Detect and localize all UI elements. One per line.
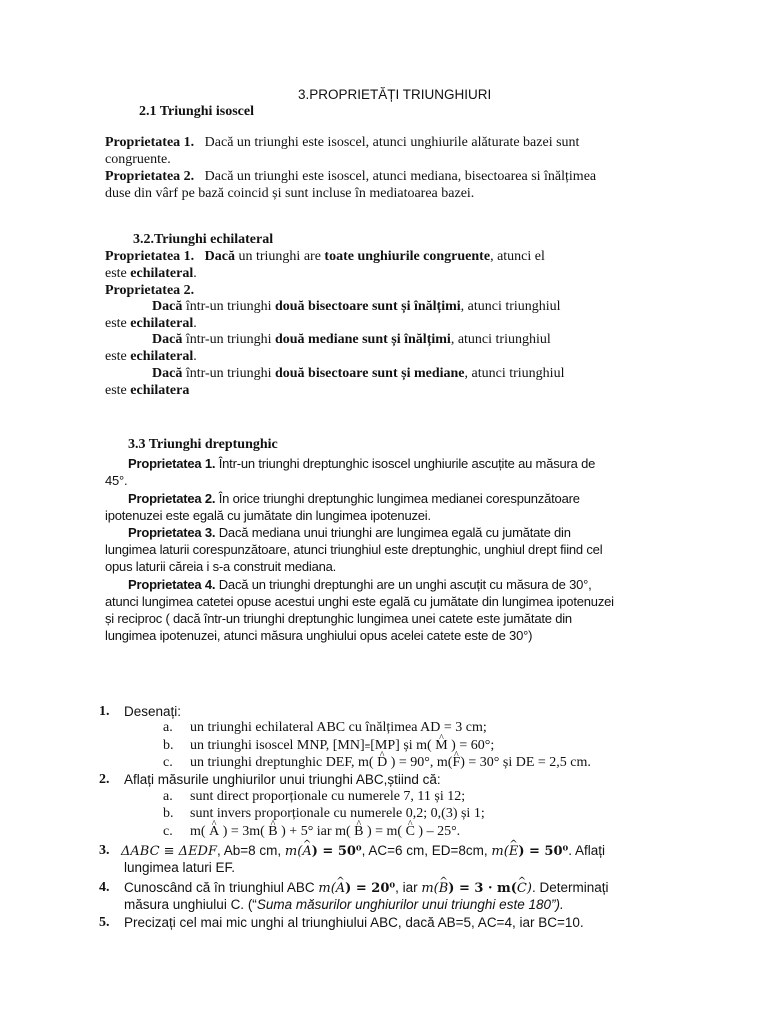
prop-label: Proprietatea 4. (128, 577, 216, 592)
echi-prop2-line1-cont (105, 315, 197, 332)
prop-label: Proprietatea 1. (105, 135, 195, 150)
drept-prop4-cont3: lungimea ipotenuzei, atunci măsura unghiului opus acelei catete este de 30°) (105, 628, 533, 643)
text: , iar (395, 880, 422, 895)
angle-B: ^ B (439, 880, 449, 897)
text: ) = 60°; (451, 738, 495, 753)
math: m( (284, 844, 303, 859)
prop-text: În orice triunghi dreptunghic lungimea medianei corespunzătoare (215, 491, 580, 506)
prop-text: Dacă mediana unui triunghi are lungimea egală cu jumătate din (215, 525, 571, 540)
prop-text: Dacă un triunghi este isoscel, atunci mediana, bisectoarea si înălțimea (204, 169, 597, 184)
text: . (193, 266, 197, 281)
bold-word: echilateral (130, 266, 194, 281)
math-congruence: ΔABC ≡ ΔEDF (121, 844, 217, 859)
angle-F: ^ F (452, 754, 460, 771)
prop-label: Proprietatea 2. (128, 491, 216, 506)
math: ) = 20⁰ (345, 881, 396, 896)
text: ) = 90°, m( (390, 755, 453, 770)
echi-prop2-line3-cont (105, 382, 189, 399)
drept-prop2 (128, 490, 580, 507)
bold-phrase: două mediane sunt și înălțimi (274, 332, 451, 347)
text: , atunci triunghiul (460, 299, 561, 314)
item-letter: b. (163, 806, 174, 821)
text: ) = m( (366, 824, 403, 839)
drept-prop4-cont2: și reciproc ( dacă într-un triunghi dreptunghic lungimea unei catete este jumătate din (105, 611, 572, 626)
angle-M: ^ M (435, 737, 447, 754)
exercise-2c (190, 823, 460, 840)
text: , atunci triunghiul (464, 366, 565, 381)
daca-word: Dacă (152, 366, 183, 381)
text: ) = 30° și DE = 2,5 cm. (460, 755, 591, 770)
angle-A: ^ A (209, 823, 219, 840)
text: ) – 25°. (418, 824, 461, 839)
drept-prop2-cont: ipotenuzei este egală cu jumătate din lungimea ipotenuzei. (105, 508, 431, 523)
text: ) + 5° iar m( (281, 824, 351, 839)
exercise-number: 4. (99, 880, 110, 895)
text: , AC=6 cm, ED=8cm, (361, 843, 492, 858)
isoscel-prop1 (105, 134, 579, 151)
text: într-un triunghi (182, 366, 275, 381)
text: m( (190, 824, 206, 839)
prop-label: Proprietatea 3. (128, 525, 216, 540)
text: într-un triunghi (182, 299, 275, 314)
angle-C: ^ C (517, 880, 527, 897)
text: un triunghi are (234, 249, 325, 264)
exercise-1a: un triunghi echilateral ABC cu înălțimea AD = 3 cm; (190, 720, 487, 735)
prop-text: Dacă un triunghi este isoscel, atunci unghiurile alăturate bazei sunt (204, 135, 580, 150)
item-letter: a. (163, 789, 173, 804)
drept-prop3-cont1: lungimea laturii corespunzătoare, atunci triunghiul este dreptunghic, unghiul drept fiind cel (105, 542, 603, 557)
exercise-2a: sunt direct proporționale cu numerele 7, 11 și 12; (190, 789, 466, 804)
daca-word: Dacă (152, 299, 183, 314)
text: este (105, 383, 131, 398)
math: ) = 50⁰ (518, 844, 569, 859)
text: un triunghi isoscel MNP, [MN] (190, 738, 365, 753)
exercise-4-cont (124, 896, 564, 913)
text: . Determinați (531, 880, 609, 895)
exercise-number: 3. (99, 843, 110, 858)
math: m( (491, 844, 509, 859)
item-letter: a. (163, 720, 173, 735)
exercise-number: 5. (99, 915, 110, 930)
bold-word: echilateral (130, 316, 194, 331)
echi-prop2-line2 (152, 331, 551, 348)
section-heading-echilateral: 3.2.Triunghi echilateral (133, 232, 274, 247)
math: ) (526, 881, 532, 896)
math: m( (421, 881, 439, 896)
math: ) = 3 · m( (448, 881, 517, 896)
drept-prop4 (128, 576, 592, 593)
text: . (193, 316, 197, 331)
exercise-3-cont: lungimea laturi EF. (124, 860, 236, 875)
exercise-number: 1. (99, 704, 110, 719)
bold-phrase: toate unghiurile congruente (324, 249, 491, 264)
math: ) = 50⁰ (311, 844, 362, 859)
text: [MP] și m( (370, 738, 432, 753)
item-letter: b. (163, 738, 174, 753)
echi-prop2-label: Proprietatea 2. (105, 283, 195, 298)
bold-word: echilatera (130, 383, 190, 398)
drept-prop4-cont1: atunci lungimea catetei opuse acestui unghi este egală cu jumătate din lungimea ipotenuzei (105, 594, 614, 609)
angle-E: ^ E (509, 843, 519, 860)
italic-note: Suma măsurilor unghiurilor unui triunghi este 180”). (256, 897, 564, 912)
echi-prop2-line2-cont (105, 348, 197, 365)
exercise-5-text: Precizați cel mai mic unghi al triunghiului ABC, dacă AB=5, AC=4, iar BC=10. (124, 915, 584, 930)
prop-label: Proprietatea 1. (105, 249, 195, 264)
echi-prop1-cont (105, 265, 197, 282)
isoscel-prop2 (105, 168, 596, 185)
page-title: 3.PROPRIETĂȚI TRIUNGHIURI (298, 87, 492, 102)
text: . Aflați (568, 843, 605, 858)
echi-prop1 (105, 248, 545, 265)
prop-text: Dacă un triunghi dreptunghi are un unghi ascuțit cu măsura de 30°, (215, 577, 592, 592)
text: într-un triunghi (182, 332, 275, 347)
exercise-4-text (124, 879, 608, 897)
text: , atunci el (490, 249, 545, 264)
text: Cunoscând că în triunghiul ABC (124, 880, 319, 895)
daca-word: Dacă (152, 332, 183, 347)
isoscel-prop2-cont: duse din vârf pe bază coincid și sunt incluse în mediatoarea bazei. (105, 186, 475, 201)
exercise-2b: sunt invers proporționale cu numerele 0,2; 0,(3) și 1; (190, 806, 485, 821)
exercise-1c (190, 754, 591, 771)
text: măsura unghiului C. (“ (124, 897, 257, 912)
text: este (105, 266, 131, 281)
text: este (105, 349, 131, 364)
drept-prop3-cont2: opus laturii căreia i s-a construit mediana. (105, 559, 337, 574)
isoscel-prop1-cont: congruente. (105, 152, 171, 167)
math: m( (318, 881, 336, 896)
congruent-symbol: ≡ (364, 741, 371, 752)
exercise-1b (190, 737, 494, 755)
echi-prop2-line1 (152, 298, 561, 315)
prop-label: Proprietatea 2. (105, 169, 195, 184)
angle-B: ^ B (354, 823, 363, 840)
bold-word: echilateral (130, 349, 194, 364)
angle-A: ^ A (336, 880, 345, 897)
exercise-number: 2. (99, 772, 110, 787)
section-heading-dreptunghic: 3.3 Triunghi dreptunghic (128, 437, 278, 452)
item-letter: c. (163, 755, 173, 770)
drept-prop1 (128, 455, 595, 472)
daca-word: Dacă (204, 249, 235, 264)
drept-prop3 (128, 524, 571, 541)
exercise-2-text: Aflați măsurile unghiurilor unui triunghi ABC,știind că: (124, 772, 441, 787)
angle-A: ^ A (302, 843, 311, 860)
drept-prop1-cont: 45°. (105, 473, 128, 488)
bold-phrase: două bisectoare sunt și mediane (274, 366, 465, 381)
bold-phrase: două bisectoare sunt și înălțimi (274, 299, 461, 314)
text: . (193, 349, 197, 364)
prop-text: Într-un triunghi dreptunghic isoscel unghiurile ascuțite au măsura de (215, 456, 596, 471)
section-heading-isoscel: 2.1 Triunghi isoscel (139, 104, 255, 119)
text: ) = 3m( (222, 824, 265, 839)
echi-prop2-line3 (152, 365, 564, 382)
angle-B: ^ B (268, 823, 277, 840)
prop-label: Proprietatea 1. (128, 456, 216, 471)
angle-D: ^ D (377, 754, 387, 771)
exercise-3-text (121, 842, 605, 860)
angle-C: ^ C (406, 823, 415, 840)
item-letter: c. (163, 824, 173, 839)
text: un triunghi dreptunghic DEF, m( (190, 755, 374, 770)
exercise-1-text: Desenați: (124, 704, 182, 719)
text: , Ab=8 cm, (217, 843, 285, 858)
text: este (105, 316, 131, 331)
text: , atunci triunghiul (450, 332, 551, 347)
